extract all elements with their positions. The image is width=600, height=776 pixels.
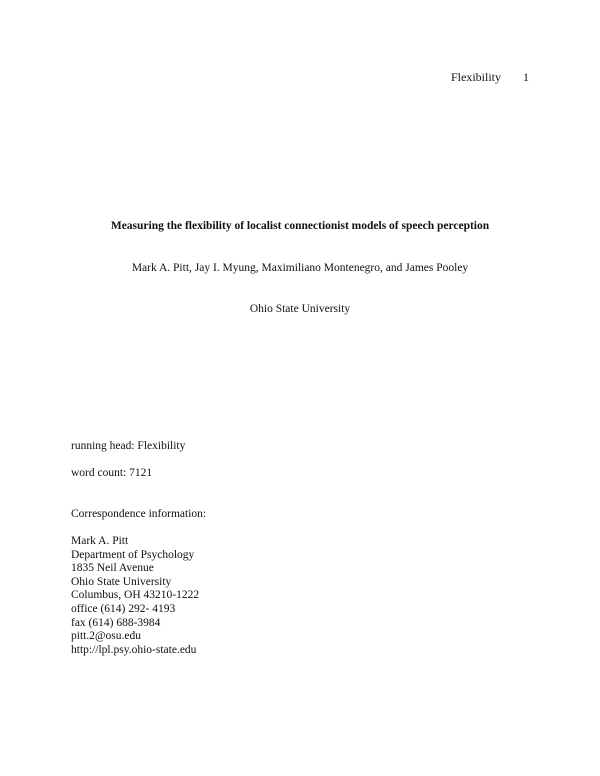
correspondence-label: Correspondence information:: [71, 508, 207, 520]
word-count: word count: 7121: [71, 467, 153, 479]
paper-title: Measuring the flexibility of localist connectionist models of speech perception: [110, 220, 490, 232]
affiliation: Ohio State University: [249, 303, 351, 315]
contact-department: Department of Psychology: [71, 548, 195, 561]
contact-name: Mark A. Pitt: [71, 535, 129, 547]
contact-email: pitt.2@osu.edu: [71, 630, 142, 643]
contact-street: 1835 Neil Avenue: [71, 562, 154, 575]
header-short-title: Flexibility: [450, 70, 501, 84]
page-number: 1: [523, 70, 529, 84]
page-header: [451, 70, 529, 85]
contact-city: Columbus, OH 43210-1222: [71, 589, 200, 602]
author-list: Mark A. Pitt, Jay I. Myung, Maximiliano Montenegro, and James Pooley: [131, 262, 469, 274]
contact-university: Ohio State University: [71, 575, 172, 588]
contact-office-phone: office (614) 292- 4193: [71, 602, 176, 615]
correspondence-address: [71, 535, 199, 657]
contact-fax: fax (614) 688-3984: [71, 616, 161, 629]
contact-website: http://lpl.psy.ohio-state.edu: [71, 643, 197, 656]
running-head-note: running head: Flexibility: [71, 440, 186, 452]
